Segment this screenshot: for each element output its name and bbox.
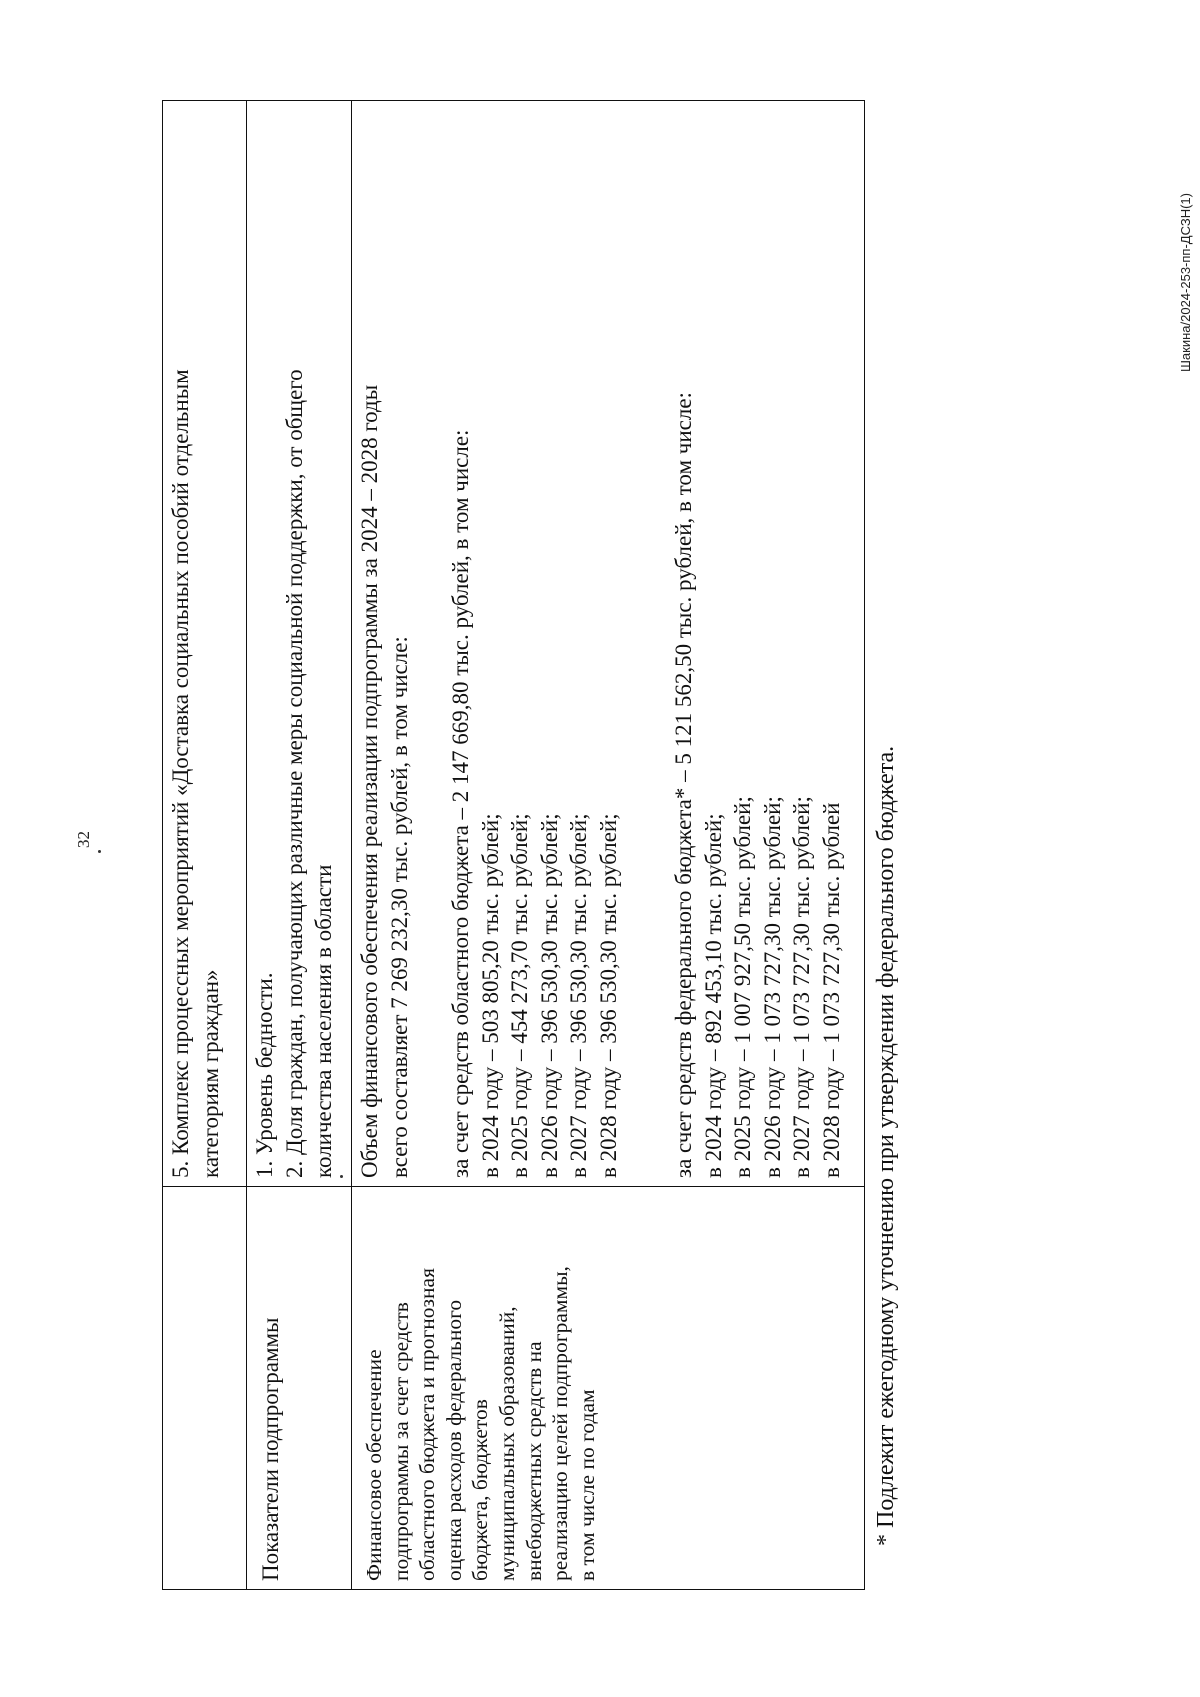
measures-line: 5. Комплекс процессных мероприятий «Доставка социальных пособий отдельным — [168, 369, 193, 1178]
indicator-line: 1. Уровень бедности. — [252, 972, 277, 1178]
scan-speck — [98, 850, 101, 853]
finance-label-line: внебюджетных средств на — [521, 1341, 546, 1581]
indicator-line: количества населения в области — [311, 864, 336, 1178]
finance-label-line: областного бюджета и прогнозная — [415, 1268, 440, 1581]
table-cell-finance — [352, 101, 865, 1187]
indicators-label: Показатели подпрограммы — [258, 1317, 283, 1581]
document-code: Шакина/2024-253-пп-ДСЗН(1) — [1178, 193, 1193, 372]
finance-label-line: муниципальных образований, — [494, 1306, 519, 1581]
federal-budget-year: в 2026 году – 1 073 727,30 тыс. рублей; — [759, 796, 785, 1178]
federal-budget-year: в 2024 году – 892 453,10 тыс. рублей; — [700, 813, 726, 1178]
rotated-content — [162, 100, 1012, 1590]
table-cell-empty — [163, 1187, 247, 1590]
indicator-line: 2. Доля граждан, получающих различные меры социальной поддержки, от общего — [281, 369, 307, 1178]
measures-line: категориям граждан» — [197, 969, 223, 1178]
finance-label-line: бюджета, бюджетов — [468, 1399, 493, 1581]
table-cell-measures — [163, 101, 247, 1187]
regional-budget-year: в 2024 году – 503 805,20 тыс. рублей; — [477, 813, 503, 1178]
federal-budget-year: в 2028 году – 1 073 727,30 тыс. рублей — [818, 802, 844, 1178]
finance-label-line: реализацию целей подпрограммы, — [548, 1266, 573, 1581]
regional-budget-year: в 2025 году – 454 273,70 тыс. рублей; — [507, 813, 532, 1178]
page-number: 32 — [74, 831, 93, 848]
regional-budget-year: в 2026 году – 396 530,30 тыс. рублей; — [536, 813, 562, 1178]
table-cell-indicators — [247, 101, 352, 1187]
federal-budget-total: за счет средств федерального бюджета* – 5 121 562,50 тыс. рублей, в том числе: — [671, 392, 696, 1178]
finance-label-line: оценка расходов федерального — [441, 1299, 466, 1581]
federal-budget-year: в 2027 году – 1 073 727,30 тыс. рублей; — [789, 796, 814, 1178]
table-cell-finance-label — [352, 1187, 865, 1590]
finance-label-line: Финансовое обеспечение — [362, 1349, 386, 1581]
regional-budget-year: в 2027 году – 396 530,30 тыс. рублей; — [566, 813, 591, 1178]
table-cell-indicators-label — [247, 1187, 352, 1590]
finance-label-line: в том числе по годам — [574, 1389, 599, 1581]
finance-intro-line: всего составляет 7 269 232,30 тыс. рублей, в том числе: — [386, 636, 412, 1178]
regional-budget-total: за счет средств областного бюджета – 2 147 669,80 тыс. рублей, в том числе: — [448, 429, 473, 1178]
finance-intro-line: Объем финансового обеспечения реализации подпрограммы за 2024 – 2028 годы — [357, 384, 382, 1178]
federal-budget-year: в 2025 году – 1 007 927,50 тыс. рублей; — [730, 796, 755, 1178]
regional-budget-year: в 2028 году – 396 530,30 тыс. рублей; — [595, 813, 621, 1178]
subprogram-passport-table — [162, 100, 865, 1590]
finance-label-line: подпрограммы за счет средств — [388, 1302, 413, 1581]
table-row — [352, 101, 865, 1590]
table-row — [247, 101, 352, 1590]
table-row — [163, 101, 247, 1590]
footnote: * Подлежит ежегодному уточнению при утверждении федерального бюджета. — [873, 745, 899, 1546]
